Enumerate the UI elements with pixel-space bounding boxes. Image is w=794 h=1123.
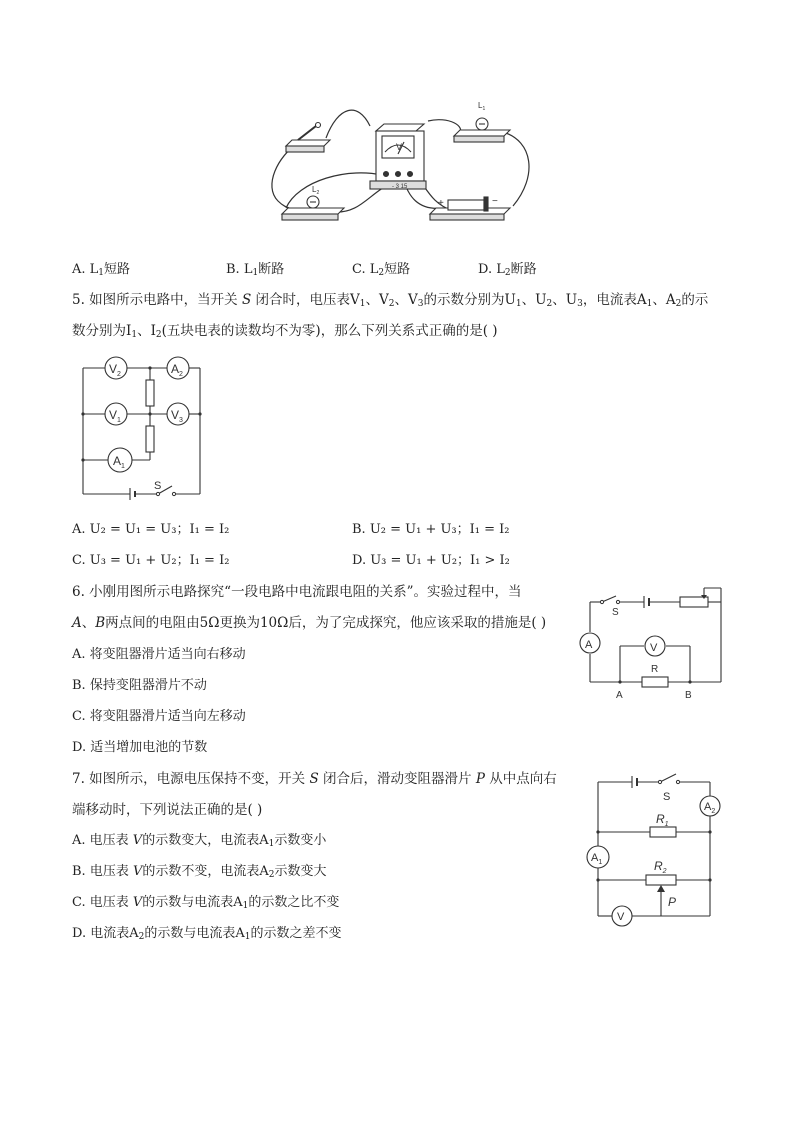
switch-board: [286, 123, 330, 153]
resistor-r2-label: $R_2$: [654, 859, 667, 875]
q7-option-a: A. 电压表 V的示数变大，电流表$A_1$示数变小: [72, 833, 327, 849]
slider-p-label: P: [668, 895, 677, 909]
q7-stem-line2: 端移动时，下列说法正确的是( ): [72, 802, 263, 818]
option-sub: 2: [378, 268, 385, 278]
option-text: 短路: [384, 262, 411, 277]
q5-option-d: D. U₃ = U₁ + U₂；I₁ > I₂: [352, 553, 510, 568]
q6-option-a: A. 将变阻器滑片适当向右移动: [72, 647, 246, 662]
q6-option-d: D. 适当增加电池的节数: [72, 740, 208, 755]
q5-option-c: C. U₃ = U₁ + U₂；I₁ = I₂: [72, 553, 230, 568]
meter-v3-label: $V_3$: [171, 408, 183, 424]
meter-a2-label: $A_2$: [171, 362, 183, 378]
ammeter-a1-label: $A_1$: [591, 852, 603, 866]
switch-s-label: S: [154, 480, 162, 492]
q6-stem-line1: 6. 小刚用图所示电路探究“一段电路中电流跟电阻的关系”。实验过程中，当: [72, 584, 522, 600]
label-l2: $L_2$: [312, 185, 320, 196]
meter-v2-label: $V_2$: [109, 362, 121, 378]
q6-circuit-diagram: [578, 584, 728, 704]
resistor-r-label: R: [651, 664, 659, 675]
meter-terminals: - 3 15: [392, 184, 408, 190]
option-prefix: A. L: [72, 262, 99, 277]
option-prefix: C. L: [352, 262, 379, 277]
ammeter-a2-label: $A_2$: [704, 801, 716, 815]
voltmeter-v-label: V: [617, 911, 625, 923]
option-prefix: D. L: [478, 262, 505, 277]
option-text: 断路: [510, 262, 537, 277]
option-sub: 2: [504, 268, 511, 278]
option-sub: 1: [252, 268, 259, 278]
switch-s-label: S: [612, 607, 619, 618]
q5-stem-line1: 5. 如图所示电路中，当开关 S 闭合时，电压表$V_1$、$V_2$、$V_3$的示数分别为$U_1$、$U_2$、$U_3$，电流表$A_1$、$A_2$的示: [72, 292, 709, 309]
voltmeter-v-label: V: [650, 642, 658, 654]
meter-a1-label: $A_1$: [113, 454, 125, 470]
meter-letter: V: [396, 142, 403, 152]
q4-option-d: [478, 261, 537, 282]
q5-circuit-diagram: [78, 356, 206, 500]
q6-option-c: C. 将变阻器滑片适当向左移动: [72, 709, 246, 724]
battery-minus: −: [492, 196, 498, 207]
voltmeter-box: [370, 124, 426, 189]
q7-option-b: B. 电压表 V的示数不变，电流表$A_2$示数变大: [72, 864, 327, 880]
point-a-label: A: [616, 690, 623, 701]
point-b-label: B: [685, 690, 692, 701]
label-l1: $L_1$: [478, 101, 486, 112]
q5-stem-line2: 数分别为$I_1$、$I_2$(五块电表的读数均不为零)，那么下列关系式正确的是( ): [72, 323, 498, 340]
resistor-r1-label: $R_1$: [656, 812, 669, 828]
option-text: 短路: [104, 262, 131, 277]
q7-option-d: D. 电流表$A_2$的示数与电流表$A_1$的示数之差不变: [72, 926, 342, 942]
ammeter-a-label: A: [585, 639, 593, 651]
q5-option-a: A. U₂ = U₁ = U₃；I₁ = I₂: [72, 522, 230, 537]
option-text: 断路: [258, 262, 285, 277]
option-sub: 1: [98, 268, 105, 278]
q7-stem-line1: 7. 如图所示，电源电压保持不变，开关 S 闭合后，滑动变阻器滑片 P 从中点向右: [72, 771, 557, 787]
meter-v1-label: $V_1$: [109, 408, 121, 424]
q4-option-b: [226, 261, 284, 282]
q4-option-a: [72, 261, 130, 282]
q4-option-c: [352, 261, 410, 282]
q5-option-b: B. U₂ = U₁ + U₃；I₁ = I₂: [352, 522, 510, 537]
q7-circuit-diagram: [584, 770, 724, 930]
switch-s-label: S: [663, 791, 671, 803]
q6-stem-line2: A、B两点间的电阻由5Ω更换为10Ω后，为了完成探究，他应该采取的措施是( ): [72, 615, 547, 631]
bulb-l1-board: [454, 118, 510, 142]
option-prefix: B. L: [226, 262, 253, 277]
q4-circuit-figure: [258, 96, 538, 226]
q7-option-c: C. 电压表 V的示数与电流表$A_1$的示数之比不变: [72, 895, 340, 911]
battery-plus: +: [438, 198, 444, 209]
q6-option-b: B. 保持变阻器滑片不动: [72, 678, 207, 693]
